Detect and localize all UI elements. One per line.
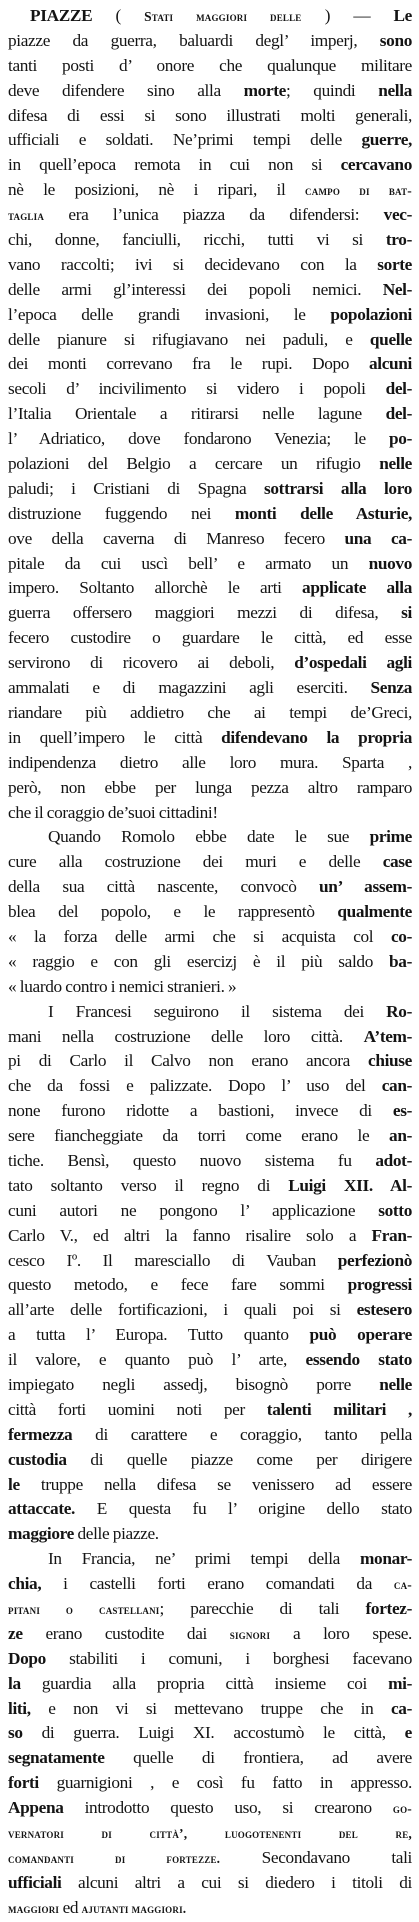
- text-line: [8, 377, 412, 402]
- bold-text: sono: [379, 30, 412, 50]
- bold-text: fortez-: [365, 1599, 412, 1618]
- bold-text: forti: [8, 1773, 39, 1793]
- text-line: [8, 576, 412, 601]
- text-run: « la forza delle armi che si acquista col: [8, 926, 391, 946]
- text-run: delle piazze.: [74, 1524, 159, 1544]
- bold-text: ze: [8, 1623, 23, 1643]
- text-line: [8, 1049, 412, 1074]
- text-run: all’arte delle fortificazioni, i quali poi si: [8, 1300, 357, 1320]
- bold-text: progressi: [347, 1275, 412, 1295]
- text-line: [8, 502, 412, 527]
- text-line: [8, 527, 412, 552]
- text-run: none furono ridotte a bastioni, invece di: [8, 1101, 393, 1121]
- text-line: [8, 1448, 412, 1473]
- text-run: erano custodite dai: [22, 1623, 230, 1643]
- text-line: [8, 1348, 412, 1373]
- text-run: « luardo contro i nemici stranieri. »: [8, 976, 237, 996]
- text-line: [8, 1572, 412, 1597]
- bold-text: una ca-: [344, 528, 412, 548]
- bold-text: segnatamente: [8, 1748, 105, 1768]
- bold-text: adot-: [375, 1150, 412, 1170]
- text-line: [8, 1174, 412, 1199]
- text-line: [8, 1522, 412, 1547]
- bold-text: vec-: [383, 205, 412, 225]
- text-line: [8, 228, 412, 253]
- bold-text: difendevano la propria: [221, 727, 412, 747]
- text-line: [8, 203, 412, 228]
- bold-text: alcuni: [368, 354, 412, 374]
- text-line: [8, 427, 412, 452]
- bold-text: maggiore: [8, 1524, 74, 1544]
- bold-text: si: [401, 603, 412, 623]
- text-run: indipendenza dietro alle loro mura. Sparta ,: [8, 752, 412, 772]
- text-line: [8, 801, 412, 826]
- text-run: ufficiali e soldati. Ne’primi tempi delle: [8, 130, 362, 150]
- text-run: della sua città nascente, convocò: [8, 877, 320, 897]
- text-run: Quando Romolo ebbe date le sue: [48, 827, 370, 847]
- text-line: [8, 1398, 412, 1423]
- text-line: [8, 1249, 412, 1274]
- bold-text: le: [8, 1474, 20, 1494]
- text-line: [8, 1896, 412, 1921]
- text-line: [8, 79, 412, 104]
- bold-text: perfezionò: [337, 1250, 412, 1270]
- text-line: [8, 1721, 412, 1746]
- text-run: era l’unica piazza da difendersi:: [44, 205, 384, 225]
- bold-text: Dopo: [8, 1648, 46, 1668]
- text-run: di guerra. Luigi XI. accostumò le città,: [22, 1723, 405, 1743]
- text-line: [8, 900, 412, 925]
- text-run: il valore, e quanto può l’ arte,: [8, 1350, 306, 1370]
- bold-text: sorte: [377, 254, 412, 274]
- text-line: [8, 875, 412, 900]
- text-line: [8, 1796, 412, 1821]
- text-line: [8, 1025, 412, 1050]
- bold-text: Luigi XII. Al-: [288, 1175, 412, 1195]
- bold-text: e: [404, 1723, 412, 1743]
- text-line: [8, 925, 412, 950]
- text-run: delle armi gl’interessi dei popoli nemici.: [8, 279, 383, 299]
- bold-text: ufficiali: [8, 1872, 62, 1892]
- text-run: dei monti correvano fra le rupi. Dopo: [8, 354, 369, 374]
- text-line: [8, 402, 412, 427]
- text-line: [8, 328, 412, 353]
- text-line: [8, 651, 412, 676]
- text-line: [8, 1821, 412, 1846]
- bold-text: ca-: [390, 1698, 412, 1718]
- article-text: [8, 4, 412, 1921]
- bold-text: monti delle Asturie,: [234, 503, 412, 523]
- text-line: [8, 104, 412, 129]
- text-run: questo metodo, e fece fare sommi: [8, 1275, 348, 1295]
- text-run: blea del popolo, e le rappresentò: [8, 902, 338, 922]
- text-run: servirono di ricovero ai deboli,: [8, 653, 295, 673]
- text-line: [8, 1224, 412, 1249]
- text-run: cure alla costruzione dei muri e delle: [8, 852, 383, 872]
- bold-text: attaccate.: [8, 1499, 76, 1519]
- bold-text: es-: [392, 1101, 412, 1121]
- text-line: [8, 178, 412, 203]
- text-line: [8, 751, 412, 776]
- bold-text: sotto: [378, 1200, 412, 1220]
- text-line: [8, 676, 412, 701]
- text-run: deve difendere sino alla: [8, 80, 244, 100]
- bold-text: talenti militari ,: [266, 1399, 412, 1419]
- text-line: [8, 1871, 412, 1896]
- text-line: [8, 452, 412, 477]
- text-line: [8, 1423, 412, 1448]
- bold-text: estesero: [356, 1300, 412, 1320]
- text-line: [8, 1124, 412, 1149]
- bold-text: nella: [378, 80, 412, 100]
- bold-text: chiuse: [368, 1051, 412, 1071]
- text-run: a tutta l’ Europa. Tutto quanto: [8, 1325, 310, 1345]
- small-caps-term: ca-: [393, 1577, 412, 1593]
- text-run: l’ Adriatico, dove fondarono Venezia; le: [8, 429, 390, 449]
- text-line: [8, 1373, 412, 1398]
- text-line: [8, 54, 412, 79]
- text-line: [8, 825, 412, 850]
- text-line: [8, 278, 412, 303]
- bold-text: an-: [389, 1126, 412, 1146]
- bold-text: nelle: [379, 1374, 412, 1394]
- bold-text: can-: [381, 1076, 412, 1096]
- text-run: paludi; i Cristiani di Spagna: [8, 478, 264, 498]
- text-line: [8, 1497, 412, 1522]
- bold-text: Nel-: [382, 279, 412, 299]
- text-run: E questa fu l’ origine dello stato: [75, 1499, 412, 1519]
- text-line: [8, 776, 412, 801]
- text-run: sere fiancheggiate da torri come erano le: [8, 1126, 390, 1146]
- bold-text: può operare: [309, 1325, 412, 1345]
- bold-text: d’ospedali agli: [294, 653, 412, 673]
- text-line: [8, 1273, 412, 1298]
- bold-text: applicate alla: [302, 578, 412, 598]
- text-line: [8, 1149, 412, 1174]
- bold-text: morte: [243, 80, 287, 100]
- small-caps-term: Stati maggiori delle: [144, 9, 302, 24]
- text-line: [8, 1000, 412, 1025]
- bold-text: guerre,: [361, 130, 412, 150]
- text-run: ; quindi: [286, 80, 379, 100]
- bold-text: quelle: [369, 329, 412, 349]
- text-run: quelle di frontiera, ad avere: [104, 1748, 412, 1768]
- text-run: Carlo V., ed altri la fanno risalire solo a: [8, 1225, 372, 1245]
- text-run: i castelli forti erano comandati da: [41, 1574, 394, 1594]
- text-line: [8, 1473, 412, 1498]
- text-line: [8, 552, 412, 577]
- text-run: che da fossi e palizzate. Dopo l’ uso del: [8, 1076, 382, 1096]
- bold-text: del-: [385, 379, 412, 399]
- bold-text: Fran-: [371, 1225, 412, 1245]
- small-caps-term: signori: [229, 1626, 271, 1642]
- bold-text: fermezza: [8, 1424, 73, 1444]
- text-run: in quell’epoca remota in cui non si: [8, 155, 341, 175]
- text-run: però, non ebbe per lunga pezza altro ramparo: [8, 777, 412, 797]
- text-line: [8, 128, 412, 153]
- text-run: « raggio e con gli esercizj è il più saldo: [8, 951, 390, 971]
- text-run: vano raccolti; ivi si decidevano con la: [8, 254, 378, 274]
- small-caps-term: taglia: [8, 208, 45, 224]
- text-run: di quelle piazze come per dirigere: [66, 1449, 412, 1469]
- text-line: [8, 850, 412, 875]
- bold-text: essendo stato: [305, 1350, 412, 1370]
- text-run: delle pianure si rifugiavano nei paduli, e: [8, 329, 370, 349]
- text-run: riandare più addietro che ai tempi de’Greci,: [8, 702, 412, 722]
- text-run: distruzione fuggendo nei: [8, 503, 235, 523]
- text-run: ove della caverna di Manreso fecero: [8, 528, 345, 548]
- small-caps-term: pitani o castellani: [8, 1602, 160, 1617]
- text-run: guardia alla propria città insieme coi: [20, 1673, 389, 1693]
- bold-text: prime: [369, 827, 412, 847]
- bold-text: po-: [389, 429, 412, 449]
- text-line: [8, 1298, 412, 1323]
- text-line: [8, 1074, 412, 1099]
- text-line: [8, 477, 412, 502]
- text-line: [8, 1099, 412, 1124]
- bold-text: popolazioni: [330, 304, 412, 324]
- text-line: [8, 950, 412, 975]
- text-run: mani nella costruzione delle loro città.: [8, 1026, 364, 1046]
- text-line: [8, 1846, 412, 1871]
- text-line: [8, 1547, 412, 1572]
- bold-text: Senza: [370, 678, 412, 698]
- text-run: guarnigioni , e così fu fatto in appresso.: [38, 1773, 412, 1793]
- text-line: [8, 1647, 412, 1672]
- text-run: In Francia, ne’ primi tempi della: [48, 1549, 361, 1569]
- text-run: I Francesi seguirono il sistema dei: [48, 1001, 387, 1021]
- text-line: [8, 1746, 412, 1771]
- text-line: [8, 701, 412, 726]
- text-run: impiegato negli assedj, bisognò porre: [8, 1374, 380, 1394]
- text-run: in quell’impero le città: [8, 727, 222, 747]
- text-run: tanti posti d’ onore che qualunque militare: [8, 55, 412, 75]
- bold-text: so: [8, 1723, 23, 1743]
- bold-text: sottrarsi alla loro: [264, 478, 412, 498]
- bold-text: Ro-: [386, 1001, 412, 1021]
- bold-text: nelle: [379, 454, 412, 474]
- bold-text: mi-: [388, 1673, 412, 1693]
- text-run: ed: [59, 1897, 82, 1917]
- small-caps-term: maggiori: [8, 1900, 60, 1916]
- text-run: pi di Carlo il Calvo non erano ancora: [8, 1051, 368, 1071]
- text-line: [8, 1672, 412, 1697]
- bold-text: Appena: [8, 1798, 64, 1818]
- bold-text: cercavano: [340, 155, 412, 175]
- text-run: (: [92, 6, 145, 25]
- text-line: [8, 29, 412, 54]
- text-run: tiche. Bensì, questo nuovo sistema fu: [8, 1150, 376, 1170]
- text-line: [8, 253, 412, 278]
- bold-text: qualmente: [337, 902, 412, 922]
- text-run: guerra offersero maggiori mezzi di difesa,: [8, 603, 402, 623]
- text-run: di carattere e coraggio, tanto pella: [72, 1424, 412, 1444]
- text-line: [8, 626, 412, 651]
- bold-text: tro-: [385, 230, 412, 250]
- text-run: impero. Soltanto allorchè le arti: [8, 578, 303, 598]
- text-line: [8, 4, 412, 29]
- text-line: [8, 726, 412, 751]
- bold-text: case: [382, 852, 412, 872]
- bold-text: ba-: [389, 951, 412, 971]
- text-run: tato soltanto verso il regno di: [8, 1175, 289, 1195]
- text-line: [8, 1771, 412, 1796]
- text-run: chi, donne, fanciulli, ricchi, tutti vi si: [8, 230, 386, 250]
- text-run: fecero custodire o guardare le città, ed esse: [8, 628, 412, 648]
- text-line: [8, 1697, 412, 1722]
- text-run: ammalati e di magazzini agli eserciti.: [8, 678, 371, 698]
- text-run: che il coraggio de’suoi cittadini!: [8, 802, 218, 822]
- text-line: [8, 153, 412, 178]
- small-caps-term: go-: [392, 1801, 412, 1817]
- text-run: l’Italia Orientale a ritirarsi nelle lagune: [8, 404, 386, 424]
- bold-text: la: [8, 1673, 21, 1693]
- text-run: difesa di essi si sono illustrati molti generali,: [8, 105, 412, 125]
- text-run: città forti uomini noti per: [8, 1399, 267, 1419]
- text-run: Secondavano tali: [220, 1847, 413, 1867]
- small-caps-term: comandanti di fortezze.: [8, 1850, 221, 1866]
- text-run: l’epoca delle grandi invasioni, le: [8, 304, 331, 324]
- bold-text: A’tem-: [363, 1026, 412, 1046]
- text-line: [8, 1622, 412, 1647]
- text-run: piazze da guerra, baluardi degl’ imperj,: [8, 30, 380, 50]
- text-line: [8, 1199, 412, 1224]
- text-line: [8, 1597, 412, 1622]
- document-page: [8, 4, 413, 1917]
- small-caps-term: vernatori di città’, luogotenenti del re,: [8, 1826, 412, 1842]
- bold-text: nuovo: [368, 553, 412, 573]
- bold-text: PIAZZE: [30, 6, 93, 25]
- bold-text: liti,: [8, 1698, 31, 1718]
- bold-text: co-: [390, 926, 412, 946]
- text-line: [8, 303, 412, 328]
- text-run: alcuni altri a cui si diedero i titoli di: [61, 1872, 412, 1892]
- small-caps-term: ajutanti maggiori.: [81, 1900, 187, 1916]
- text-line: [8, 352, 412, 377]
- bold-text: monar-: [360, 1549, 412, 1569]
- bold-text: Le: [393, 6, 412, 25]
- text-run: truppe nella difesa se venissero ad essere: [19, 1474, 412, 1494]
- bold-text: custodia: [8, 1449, 67, 1469]
- bold-text: un’ assem-: [319, 877, 412, 897]
- text-run: introdotto questo uso, si crearono: [63, 1798, 393, 1818]
- text-run: polazioni del Belgio a cercare un rifugio: [8, 454, 380, 474]
- small-caps-term: campo di bat-: [305, 183, 412, 199]
- text-run: secoli d’ incivilimento si videro i popoli: [8, 379, 386, 399]
- text-line: [8, 601, 412, 626]
- text-run: nè le posizioni, nè i ripari, il: [8, 180, 306, 200]
- text-run: stabiliti i comuni, i borghesi facevano: [45, 1648, 412, 1668]
- text-run: ; parecchie di tali: [159, 1599, 366, 1618]
- text-run: e non vi si mettevano truppe che in: [30, 1698, 391, 1718]
- bold-text: del-: [385, 404, 412, 424]
- text-run: pitale da cui uscì bell’ e armato un: [8, 553, 369, 573]
- text-line: [8, 1323, 412, 1348]
- text-run: cesco Iº. Il maresciallo di Vauban: [8, 1250, 338, 1270]
- text-run: cuni autori ne pongono l’ applicazione: [8, 1200, 379, 1220]
- text-run: ) —: [301, 6, 394, 25]
- text-line: [8, 975, 412, 1000]
- text-run: a loro spese.: [270, 1623, 412, 1643]
- bold-text: chia,: [8, 1574, 42, 1594]
